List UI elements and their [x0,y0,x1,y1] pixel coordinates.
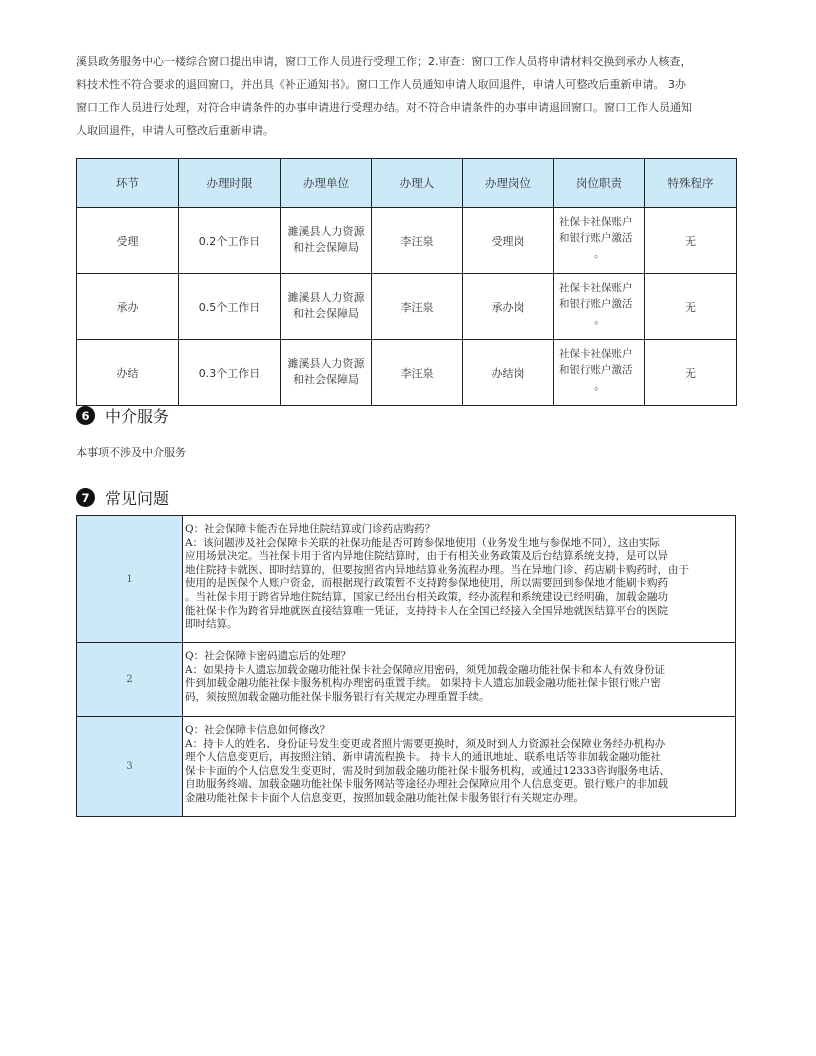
section-faq [76,486,169,509]
cell-dept [281,340,372,406]
header-person: 办理人 [372,159,463,208]
cell-person: 李汪泉 [372,274,463,340]
dept-line: 濉溪县人力资源 [287,291,365,304]
cell-time: 0.5个工作日 [179,274,281,340]
faq-index: 3 [77,717,183,817]
intro-line: 溪县政务服务中心一楼综合窗口提出申请，窗口工作人员进行受理工作；2.审查：窗口工作人员将申请材料交换到承办人核查， [76,55,692,68]
faq-row [77,516,736,643]
table-row [77,208,737,274]
intro-line: 料技术性不符合要求的退回窗口，并出具《补正通知书》。窗口工作人员通知申请人取回退件，申请人可整改后重新申请。 3办 [76,78,686,91]
duty-line: 。 [594,248,605,260]
table-row [77,340,737,406]
header-dept: 办理单位 [281,159,372,208]
intro-paragraph [76,50,740,150]
header-duty: 岗位职责 [554,159,645,208]
cell-special: 无 [645,340,737,406]
cell-duty [554,208,645,274]
faq-line: 理个人信息变更后，再按照注销、新申请流程换卡。 持卡人的通讯地址、联系电话等非加载金融功能社 [185,751,661,764]
header-post: 办理岗位 [463,159,554,208]
faq-line: 自助服务终端、加载金融功能社保卡服务网站等途径办理社会保障应用个人信息变更。银行账户的非加载 [185,778,668,791]
intermediary-note: 本事项不涉及中介服务 [76,446,186,459]
faq-content [183,717,736,817]
cell-time: 0.2个工作日 [179,208,281,274]
section-title: 中介服务 [105,407,170,426]
dept-line: 和社会保障局 [293,373,359,386]
cell-person: 李汪泉 [372,340,463,406]
duty-line: 和银行账户激活 [559,232,633,244]
faq-line: 码，须按照加载金融功能社保卡服务银行有关规定办理重置手续。 [185,690,490,703]
header-special: 特殊程序 [645,159,737,208]
faq-content [183,643,736,717]
duty-line: 社保卡社保账户 [559,282,633,294]
process-table [76,158,737,406]
cell-duty [554,340,645,406]
cell-duty [554,274,645,340]
table-header-row [77,159,737,208]
cell-person: 李汪泉 [372,208,463,274]
cell-post: 受理岗 [463,208,554,274]
cell-special: 无 [645,208,737,274]
cell-step: 承办 [77,274,179,340]
cell-dept [281,208,372,274]
dept-line: 濉溪县人力资源 [287,225,365,238]
faq-line: 应用场景决定。当社保卡用于省内异地住院结算时，由于有相关业务政策及后台结算系统支持，是可以异 [185,550,668,563]
dept-line: 和社会保障局 [293,241,359,254]
faq-line: 保卡卡面的个人信息发生变更时，需及时到加载金融功能社保卡服务机构，或通过12333咨询服务电话、 [185,764,670,777]
cell-dept [281,274,372,340]
faq-line: Q：社会保障卡能否在异地住院结算或门诊药店购药？ [185,523,436,535]
faq-row [77,717,736,817]
dept-line: 和社会保障局 [293,307,359,320]
faq-line: A：如果持卡人遗忘加载金融功能社保卡社会保障应用密码，须凭加载金融功能社保卡和本人有效身份证 [185,663,666,676]
faq-line: 能社保卡作为跨省异地就医直接结算唯一凭证，支持持卡人在全国已经接入全国异地就医结算平台的医院 [185,604,668,617]
faq-index: 2 [77,643,183,717]
faq-line: 。当社保卡用于跨省异地住院结算，国家已经出台相关政策，经办流程和系统建设已经明确，加载金融功 [185,590,668,603]
faq-line: 地住院持卡就医、即时结算的，但要按照省内异地结算业务流程办理。当在异地门诊、药店刷卡购药时，由于 [185,563,689,576]
faq-content [183,516,736,643]
faq-index: 1 [77,516,183,643]
faq-line: 即时结算。 [185,618,238,631]
duty-line: 社保卡社保账户 [559,216,633,228]
intro-line: 人取回退件，申请人可整改后重新申请。 [76,124,274,137]
faq-line: 金融功能社保卡卡面个人信息变更，按照加载金融功能社保卡服务银行有关规定办理。 [185,791,584,804]
header-step: 环节 [77,159,179,208]
section-intermediary [76,404,169,427]
duty-line: 和银行账户激活 [559,298,633,310]
faq-line: A：持卡人的姓名、身份证号发生变更或者照片需要更换时，须及时到人力资源社会保障业务经办机构办 [185,737,666,750]
cell-step: 受理 [77,208,179,274]
cell-post: 办结岗 [463,340,554,406]
number-7-icon: 7 [76,488,95,507]
cell-time: 0.3个工作日 [179,340,281,406]
dept-line: 濉溪县人力资源 [287,357,365,370]
duty-line: 社保卡社保账户 [559,348,633,360]
faq-line: Q：社会保障卡信息如何修改？ [185,724,331,736]
cell-step: 办结 [77,340,179,406]
faq-line: 使用的是医保个人账户资金，而根据现行政策暂不支持跨参保地使用，所以需要回到参保地才能刷卡购药 [185,577,668,590]
intro-line: 窗口工作人员进行处理，对符合申请条件的办事申请进行受理办结。对不符合申请条件的办事申请退回窗口。窗口工作人员通知 [76,101,692,114]
section-title: 常见问题 [105,489,170,508]
number-6-icon: 6 [76,406,95,425]
header-time: 办理时限 [179,159,281,208]
cell-special: 无 [645,274,737,340]
cell-post: 承办岗 [463,274,554,340]
faq-row [77,643,736,717]
duty-line: 和银行账户激活 [559,364,633,376]
table-row [77,274,737,340]
faq-line: A：该问题涉及社会保障卡关联的社保功能是否可跨参保地使用（业务发生地与参保地不同），这由实际 [185,536,660,549]
duty-line: 。 [594,380,605,392]
duty-line: 。 [594,314,605,326]
faq-line: 件到加载金融功能社保卡服务机构办理密码重置手续。 如果持卡人遗忘加载金融功能社保卡银行账户密 [185,677,661,690]
faq-table [76,515,736,817]
faq-line: Q：社会保障卡密码遗忘后的处理？ [185,650,352,662]
